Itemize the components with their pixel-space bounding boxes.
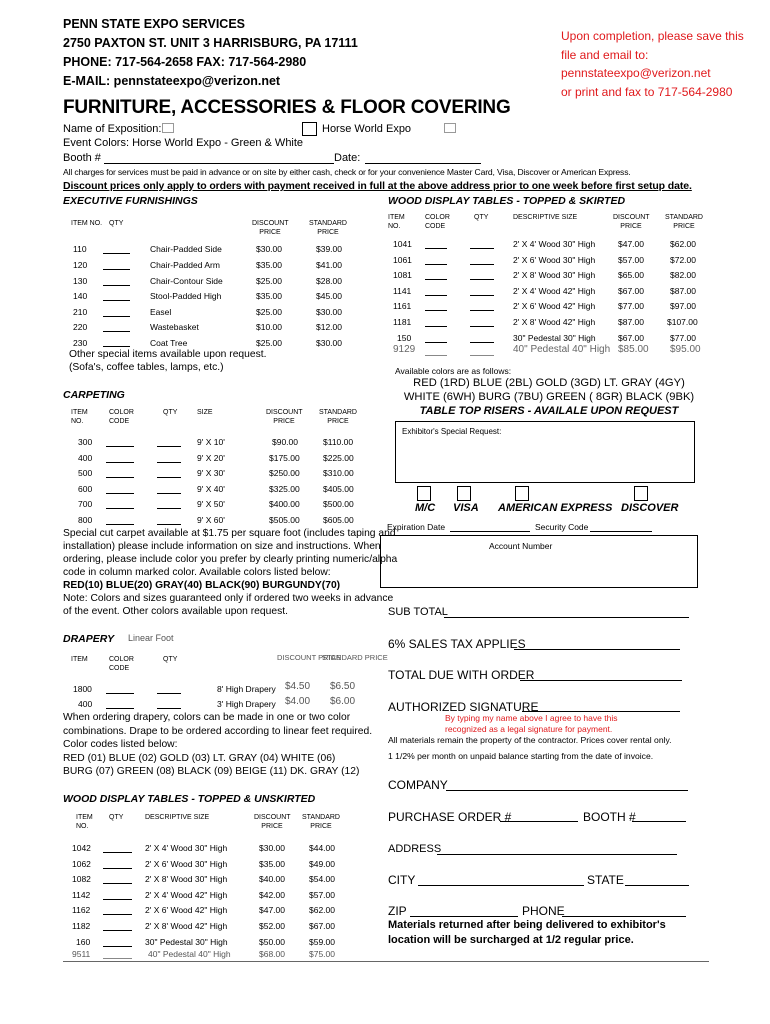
visa-checkbox[interactable] bbox=[457, 486, 471, 501]
sk-std: $95.00 bbox=[670, 344, 701, 355]
sk-desc: 2' X 6' Wood 42" High bbox=[513, 301, 596, 311]
exec-std: $41.00 bbox=[316, 260, 342, 270]
booth-field[interactable] bbox=[104, 163, 334, 164]
discount-note: Discount prices only apply to orders with payment received in full at the above address prior to one week before first setup date. bbox=[63, 180, 692, 192]
drape-qty-field[interactable] bbox=[157, 708, 181, 709]
discover-label: DISCOVER bbox=[621, 502, 679, 514]
booth2-field[interactable] bbox=[632, 821, 686, 822]
sk-desc: 2' X 6' Wood 30" High bbox=[513, 255, 596, 265]
returned-note: location will be surcharged at 1/2 regular price. bbox=[388, 934, 634, 946]
carpet-disc: $400.00 bbox=[269, 499, 300, 509]
exec-disc: $25.00 bbox=[256, 276, 282, 286]
sk-desc: 30" Pedestal 30" High bbox=[513, 333, 596, 343]
unsk-item: 1182 bbox=[72, 921, 91, 931]
state-field[interactable] bbox=[625, 885, 689, 886]
sk-qty-field[interactable] bbox=[470, 310, 494, 311]
drape-header-color: COLOR CODE bbox=[109, 656, 134, 672]
exec-qty-field[interactable] bbox=[103, 331, 130, 332]
unsk-desc: 30" Pedestal 30" High bbox=[145, 937, 228, 947]
exec-disc: $25.00 bbox=[256, 338, 282, 348]
unsk-std: $44.00 bbox=[309, 843, 335, 853]
sk-std: $72.00 bbox=[670, 255, 696, 265]
total-label: TOTAL DUE WITH ORDER bbox=[388, 668, 535, 682]
unsk-desc: 2' X 8' Wood 42" High bbox=[145, 921, 228, 931]
carpet-color-field[interactable] bbox=[106, 493, 134, 494]
carpet-disc: $505.00 bbox=[269, 515, 300, 525]
total-field[interactable] bbox=[520, 680, 682, 681]
carpet-std: $605.00 bbox=[323, 515, 354, 525]
exec-std: $12.00 bbox=[316, 322, 342, 332]
sk-std: $62.00 bbox=[670, 239, 696, 249]
company-email: E-MAIL: pennstateexpo@verizon.net bbox=[63, 74, 281, 88]
unsk-qty-field[interactable] bbox=[103, 868, 132, 869]
carpet-disc: $90.00 bbox=[272, 437, 298, 447]
unsk-std: $67.00 bbox=[309, 921, 335, 931]
unsk-disc: $35.00 bbox=[259, 859, 285, 869]
exec-qty-field[interactable] bbox=[103, 253, 130, 254]
carpet-note-line: Special cut carpet available at $1.75 per square foot (includes taping and bbox=[63, 528, 396, 539]
carpet-qty-field[interactable] bbox=[157, 477, 181, 478]
drape-header-qty: QTY bbox=[163, 656, 178, 663]
visa-label: VISA bbox=[453, 502, 479, 514]
notice-line: pennstateexpo@verizon.net bbox=[561, 66, 711, 80]
page-title: FURNITURE, ACCESSORIES & FLOOR COVERING bbox=[63, 97, 511, 118]
unsk-qty-field[interactable] bbox=[103, 958, 132, 959]
unsk-desc: 40" Pedestal 40" High bbox=[148, 949, 231, 959]
carpet-notes bbox=[63, 527, 397, 618]
sk-disc: $47.00 bbox=[618, 239, 644, 249]
unsk-header-qty: QTY bbox=[109, 814, 124, 821]
exec-item: 110 bbox=[73, 244, 87, 254]
drape-item: 1800 bbox=[73, 684, 92, 694]
exec-disc: $30.00 bbox=[256, 244, 282, 254]
notice-line: Upon completion, please save this bbox=[561, 29, 744, 43]
unsk-item: 1162 bbox=[72, 905, 91, 915]
unsk-qty-field[interactable] bbox=[103, 930, 132, 931]
carpet-size: 9' X 20' bbox=[197, 453, 225, 463]
sk-color-field[interactable] bbox=[425, 248, 447, 249]
drape-note-line: When ordering drapery, colors can be made in one or two color bbox=[63, 712, 351, 723]
exec-std: $39.00 bbox=[316, 244, 342, 254]
unsk-header-desc: DESCRIPTIVE SIZE bbox=[145, 814, 210, 821]
exec-qty-field[interactable] bbox=[103, 316, 130, 317]
unsk-qty-field[interactable] bbox=[103, 883, 132, 884]
sk-desc: 2' X 4' Wood 42" High bbox=[513, 286, 596, 296]
carpet-std: $110.00 bbox=[323, 437, 354, 447]
carpet-qty-field[interactable] bbox=[157, 508, 181, 509]
city-label: CITY bbox=[388, 873, 416, 887]
unsk-std: $59.00 bbox=[309, 937, 335, 947]
exec-header-item: ITEM NO. bbox=[71, 220, 103, 227]
sk-desc: 2' X 8' Wood 30" High bbox=[513, 270, 596, 280]
exec-desc: Easel bbox=[150, 307, 172, 317]
carpet-qty-field[interactable] bbox=[157, 493, 181, 494]
exec-item: 130 bbox=[73, 276, 88, 286]
date-label: Date: bbox=[334, 152, 361, 164]
unsk-item: 1082 bbox=[72, 874, 91, 884]
security-label: Security Code bbox=[535, 522, 589, 532]
executive-title: EXECUTIVE FURNISHINGS bbox=[63, 195, 198, 207]
unsk-std: $54.00 bbox=[309, 874, 335, 884]
drape-desc: 8' High Drapery bbox=[217, 684, 276, 694]
carpet-color-field[interactable] bbox=[106, 508, 134, 509]
security-field[interactable] bbox=[590, 531, 652, 532]
carpet-header-size: SIZE bbox=[197, 409, 213, 416]
unsk-std: $49.00 bbox=[309, 859, 335, 869]
notice-line: file and email to: bbox=[561, 47, 649, 62]
account-label: Account Number bbox=[489, 541, 553, 551]
unsk-disc: $50.00 bbox=[259, 937, 285, 947]
sk-qty-field[interactable] bbox=[470, 248, 494, 249]
sk-item: 1081 bbox=[393, 270, 412, 280]
special-request-box[interactable] bbox=[395, 421, 695, 483]
drape-note-line: combinations. Drape to be ordered according to linear feet required. bbox=[63, 725, 373, 737]
exec-desc: Wastebasket bbox=[150, 322, 199, 332]
sk-header-qty: QTY bbox=[474, 214, 489, 221]
exec-qty-field[interactable] bbox=[103, 346, 130, 347]
unsk-item: 9511 bbox=[72, 949, 91, 959]
company-label: COMPANY bbox=[388, 778, 448, 792]
exec-qty-field[interactable] bbox=[103, 300, 130, 301]
unsk-desc: 2' X 6' Wood 42" High bbox=[145, 905, 228, 915]
state-label: STATE bbox=[587, 873, 624, 887]
unsk-qty-field[interactable] bbox=[103, 946, 132, 947]
zip-field[interactable] bbox=[410, 916, 518, 917]
returned-note: Materials returned after being delivered to exhibitor's bbox=[388, 919, 666, 931]
drape-disc: $4.00 bbox=[285, 696, 311, 707]
exec-std: $30.00 bbox=[316, 307, 342, 317]
sk-header-discount: DISCOUNT PRICE bbox=[613, 214, 650, 230]
amex-checkbox[interactable] bbox=[515, 486, 529, 501]
carpet-std: $405.00 bbox=[323, 484, 354, 494]
carpet-note-line: ordering, please include color you prefer by clearly printing numeric/alpha bbox=[63, 554, 398, 565]
sk-qty-field[interactable] bbox=[470, 279, 494, 280]
expiration-field[interactable] bbox=[450, 531, 530, 532]
bottom-divider bbox=[63, 961, 709, 962]
drape-color-field[interactable] bbox=[106, 693, 134, 694]
drapery-unit: Linear Foot bbox=[128, 633, 174, 643]
sk-item: 1141 bbox=[393, 286, 412, 296]
exec-item: 210 bbox=[73, 307, 88, 317]
carpet-item: 600 bbox=[78, 484, 93, 494]
sk-item: 1161 bbox=[393, 301, 412, 311]
unsk-std: $57.00 bbox=[309, 890, 335, 900]
booth-label: Booth # bbox=[63, 152, 101, 164]
booth2-label: BOOTH # bbox=[583, 810, 636, 824]
sk-desc: 2' X 4' Wood 30" High bbox=[513, 239, 596, 249]
property-note: All materials remain the property of the contractor. Prices cover rental only. bbox=[388, 735, 672, 745]
unsk-header-item: ITEM NO. bbox=[76, 814, 93, 830]
carpet-size: 9' X 10' bbox=[197, 437, 225, 447]
discover-checkbox[interactable] bbox=[634, 486, 648, 501]
unsk-item: 1062 bbox=[72, 859, 91, 869]
sk-header-standard: STANDARD PRICE bbox=[665, 214, 703, 230]
sk-disc: $57.00 bbox=[618, 255, 644, 265]
carpet-colors: RED(10) BLUE(20) GRAY(40) BLACK(90) BURGUNDY(70) bbox=[63, 580, 341, 591]
sk-disc: $77.00 bbox=[618, 301, 644, 311]
skirted-title: WOOD DISPLAY TABLES - TOPPED & SKIRTED bbox=[388, 195, 626, 207]
exec-item: 220 bbox=[73, 322, 88, 332]
drape-disc: $4.50 bbox=[285, 681, 311, 692]
city-field[interactable] bbox=[418, 885, 584, 886]
unsk-item: 1142 bbox=[72, 890, 91, 900]
carpet-color-field[interactable] bbox=[106, 446, 134, 447]
sk-qty-field[interactable] bbox=[470, 264, 494, 265]
signature-note: By typing my name above I agree to have this bbox=[445, 713, 618, 723]
drape-note-line: BURG (07) GREEN (08) BLACK (09) BEIGE (11) DK. GRAY (12) bbox=[63, 766, 360, 777]
company-field[interactable] bbox=[446, 790, 688, 791]
carpet-color-field[interactable] bbox=[106, 462, 134, 463]
exec-disc: $25.00 bbox=[256, 307, 282, 317]
carpet-qty-field[interactable] bbox=[157, 524, 181, 525]
exec-desc: Coat Tree bbox=[150, 338, 188, 348]
drape-header-item: ITEM bbox=[71, 656, 88, 663]
interest-note: 1 1/2% per month on unpaid balance starting from the date of invoice. bbox=[388, 751, 654, 761]
carpet-note-line: of the event. Other colors available upon request. bbox=[63, 606, 288, 617]
unsk-desc: 2' X 4' Wood 42" High bbox=[145, 890, 228, 900]
carpet-header-discount: DISCOUNT PRICE bbox=[266, 409, 303, 425]
exec-note: Other special items available upon request. bbox=[69, 349, 267, 360]
unsk-disc: $68.00 bbox=[259, 949, 285, 959]
carpet-std: $225.00 bbox=[323, 453, 354, 463]
sk-qty-field[interactable] bbox=[470, 326, 494, 327]
sk-std: $77.00 bbox=[670, 333, 696, 343]
exec-desc: Chair-Contour Side bbox=[150, 276, 223, 286]
unsk-std: $62.00 bbox=[309, 905, 335, 915]
account-number-box[interactable] bbox=[380, 535, 698, 588]
sk-colors-line1: RED (1RD) BLUE (2BL) GOLD (3GD) LT. GRAY (4GY) bbox=[413, 377, 685, 389]
submission-notice bbox=[561, 27, 744, 101]
unsk-qty-field[interactable] bbox=[103, 914, 132, 915]
sk-std: $107.00 bbox=[667, 317, 698, 327]
carpet-size: 9' X 50' bbox=[197, 499, 225, 509]
sk-desc: 40" Pedestal 40" High bbox=[513, 344, 611, 355]
sk-disc: $85.00 bbox=[618, 344, 649, 355]
unsk-header-standard: STANDARD PRICE bbox=[302, 814, 340, 830]
exposition-option: Horse World Expo bbox=[322, 123, 412, 135]
carpet-header-qty: QTY bbox=[163, 409, 178, 416]
carpet-header-item: ITEM NO. bbox=[71, 409, 88, 425]
sk-qty-field[interactable] bbox=[470, 355, 494, 356]
carpet-size: 9' X 60' bbox=[197, 515, 225, 525]
drape-std: $6.00 bbox=[330, 696, 356, 707]
carpet-color-field[interactable] bbox=[106, 477, 134, 478]
exec-disc: $35.00 bbox=[256, 291, 282, 301]
zip-label: ZIP bbox=[388, 904, 407, 918]
sk-item: 9129 bbox=[393, 344, 416, 355]
address-label: ADDRESS bbox=[388, 843, 442, 855]
unsk-disc: $47.00 bbox=[259, 905, 285, 915]
exec-std: $28.00 bbox=[316, 276, 342, 286]
horse-world-checkbox[interactable] bbox=[302, 122, 317, 136]
date-field[interactable] bbox=[365, 163, 481, 164]
unsk-desc: 2' X 8' Wood 30" High bbox=[145, 874, 228, 884]
carpet-item: 800 bbox=[78, 515, 93, 525]
sk-colors-line2: WHITE (6WH) BURG (7BU) GREEN ( 8GR) BLACK (9BK) bbox=[403, 391, 695, 403]
drapery-notes bbox=[63, 711, 372, 779]
tax-label: 6% SALES TAX APPLIES bbox=[388, 637, 526, 651]
drape-color-field[interactable] bbox=[106, 708, 134, 709]
drapery-title: DRAPERY bbox=[63, 633, 115, 645]
sk-desc: 2' X 8' Wood 42" High bbox=[513, 317, 596, 327]
unsk-desc: 2' X 4' Wood 30" High bbox=[145, 843, 228, 853]
payment-note: All charges for services must be paid in advance or on site by either cash, check or for your convenience Master Card, Visa, Discover or American Express. bbox=[63, 167, 631, 177]
carpet-disc: $325.00 bbox=[269, 484, 300, 494]
address-field[interactable] bbox=[437, 854, 677, 855]
drape-header-standard: STANDARD PRICE bbox=[322, 653, 388, 662]
unsk-qty-field[interactable] bbox=[103, 852, 132, 853]
sk-std: $87.00 bbox=[670, 286, 696, 296]
exec-header-standard: STANDARD PRICE bbox=[309, 220, 347, 236]
sk-color-field[interactable] bbox=[425, 342, 447, 343]
carpet-header-standard: STANDARD PRICE bbox=[319, 409, 357, 425]
exec-desc: Chair-Padded Side bbox=[150, 244, 222, 254]
carpet-note-line: code in column marked color. Available colors listed below: bbox=[63, 567, 331, 578]
exec-item: 230 bbox=[73, 338, 88, 348]
unsk-disc: $40.00 bbox=[259, 874, 285, 884]
subtotal-field[interactable] bbox=[444, 617, 689, 618]
sk-item: 1061 bbox=[393, 255, 412, 265]
company-phone: PHONE: 717-564-2658 FAX: 717-564-2980 bbox=[63, 55, 307, 69]
drape-header-discount: DISCOUNT PRICE bbox=[277, 653, 342, 662]
carpet-disc: $175.00 bbox=[269, 453, 300, 463]
exec-header-qty: QTY bbox=[109, 220, 124, 227]
sk-qty-field[interactable] bbox=[470, 295, 494, 296]
sk-header-color: COLOR CODE bbox=[425, 214, 450, 230]
carpet-item: 300 bbox=[78, 437, 93, 447]
exposition-blank-checkbox[interactable] bbox=[162, 123, 174, 133]
sk-color-field[interactable] bbox=[425, 295, 447, 296]
unsk-qty-field[interactable] bbox=[103, 899, 132, 900]
phone-field[interactable] bbox=[562, 916, 686, 917]
unsk-disc: $42.00 bbox=[259, 890, 285, 900]
sk-item: 150 bbox=[397, 333, 412, 343]
mc-checkbox[interactable] bbox=[417, 486, 431, 501]
exec-item: 140 bbox=[73, 291, 88, 301]
expiration-label: Expiration Date bbox=[387, 522, 446, 532]
exec-qty-field[interactable] bbox=[103, 269, 130, 270]
unsk-disc: $52.00 bbox=[259, 921, 285, 931]
carpet-size: 9' X 40' bbox=[197, 484, 225, 494]
tax-field[interactable] bbox=[514, 649, 680, 650]
special-request-label: Exhibitor's Special Request: bbox=[402, 427, 502, 436]
mc-label: M/C bbox=[415, 502, 436, 514]
carpet-item: 700 bbox=[78, 499, 93, 509]
sk-std: $97.00 bbox=[670, 301, 696, 311]
carpet-note-line: Note: Colors and sizes guaranteed only if ordered two weeks in advance bbox=[63, 593, 394, 604]
unskirted-title: WOOD DISPLAY TABLES - TOPPED & UNSKIRTED bbox=[63, 793, 316, 805]
carpeting-title: CARPETING bbox=[63, 389, 125, 401]
unsk-item: 160 bbox=[76, 937, 91, 947]
sk-item: 1041 bbox=[393, 239, 412, 249]
sk-disc: $67.00 bbox=[618, 286, 644, 296]
drape-qty-field[interactable] bbox=[157, 693, 181, 694]
exposition-extra-checkbox[interactable] bbox=[444, 123, 456, 133]
sk-color-field[interactable] bbox=[425, 264, 447, 265]
exec-item: 120 bbox=[73, 260, 88, 270]
subtotal-label: SUB TOTAL bbox=[388, 606, 448, 618]
carpet-size: 9' X 30' bbox=[197, 468, 225, 478]
exposition-label: Name of Exposition: bbox=[63, 123, 162, 135]
drape-std: $6.50 bbox=[330, 681, 356, 692]
sk-std: $82.00 bbox=[670, 270, 696, 280]
carpet-header-color: COLOR CODE bbox=[109, 409, 134, 425]
exec-disc: $35.00 bbox=[256, 260, 282, 270]
carpet-item: 400 bbox=[78, 453, 93, 463]
sk-color-field[interactable] bbox=[425, 326, 447, 327]
carpet-qty-field[interactable] bbox=[157, 462, 181, 463]
carpet-note-line: installation) please include information on size and instructions. When bbox=[63, 541, 381, 552]
exec-desc: Stool-Padded High bbox=[150, 291, 222, 301]
drape-note-line: Color codes listed below: bbox=[63, 739, 178, 750]
exec-header-discount: DISCOUNT PRICE bbox=[252, 220, 289, 236]
exec-qty-field[interactable] bbox=[103, 285, 130, 286]
carpet-qty-field[interactable] bbox=[157, 446, 181, 447]
carpet-std: $310.00 bbox=[323, 468, 354, 478]
amex-label: AMERICAN EXPRESS bbox=[498, 502, 613, 514]
sk-header-desc: DESCRIPTIVE SIZE bbox=[513, 214, 578, 221]
po-field[interactable] bbox=[500, 821, 578, 822]
carpet-disc: $250.00 bbox=[269, 468, 300, 478]
sk-disc: $87.00 bbox=[618, 317, 644, 327]
sk-color-field[interactable] bbox=[425, 310, 447, 311]
exec-std: $45.00 bbox=[316, 291, 342, 301]
unsk-disc: $30.00 bbox=[259, 843, 285, 853]
unsk-item: 1042 bbox=[72, 843, 91, 853]
notice-line: or print and fax to 717-564-2980 bbox=[561, 84, 733, 99]
unsk-desc: 2' X 6' Wood 30" High bbox=[145, 859, 228, 869]
carpet-item: 500 bbox=[78, 468, 93, 478]
signature-label: AUTHORIZED SIGNATURE bbox=[388, 700, 539, 714]
sk-colors-label: Available colors are as follows: bbox=[395, 366, 512, 376]
drape-item: 400 bbox=[78, 699, 93, 709]
po-label: PURCHASE ORDER # bbox=[388, 810, 512, 824]
exec-disc: $10.00 bbox=[256, 322, 282, 332]
exec-std: $30.00 bbox=[316, 338, 342, 348]
company-address: 2750 PAXTON ST. UNIT 3 HARRISBURG, PA 17111 bbox=[63, 36, 358, 50]
sk-item: 1181 bbox=[393, 317, 412, 327]
drape-desc: 3' High Drapery bbox=[217, 699, 276, 709]
risers-title: TABLE TOP RISERS - AVAILALE UPON REQUEST bbox=[419, 405, 679, 417]
sk-color-field[interactable] bbox=[425, 279, 447, 280]
sk-color-field[interactable] bbox=[425, 355, 447, 356]
sk-disc: $65.00 bbox=[618, 270, 644, 280]
phone-label: PHONE bbox=[522, 904, 565, 918]
exec-note: (Sofa's, coffee tables, lamps, etc.) bbox=[69, 362, 224, 373]
sk-disc: $67.00 bbox=[618, 333, 644, 343]
carpet-color-field[interactable] bbox=[106, 524, 134, 525]
event-colors: Event Colors: Horse World Expo - Green & White bbox=[63, 137, 304, 149]
company-name: PENN STATE EXPO SERVICES bbox=[63, 17, 245, 31]
carpet-std: $500.00 bbox=[323, 499, 354, 509]
sk-qty-field[interactable] bbox=[470, 342, 494, 343]
signature-field[interactable] bbox=[522, 711, 680, 712]
drape-note-line: RED (01) BLUE (02) GOLD (03) LT. GRAY (04) WHITE (06) bbox=[63, 752, 336, 764]
sk-header-item: ITEM NO. bbox=[388, 214, 405, 230]
signature-note: recognized as a legal signature for payment. bbox=[445, 724, 613, 734]
unsk-header-discount: DISCOUNT PRICE bbox=[254, 814, 291, 830]
exec-desc: Chair-Padded Arm bbox=[150, 260, 220, 270]
unsk-std: $75.00 bbox=[309, 949, 335, 959]
